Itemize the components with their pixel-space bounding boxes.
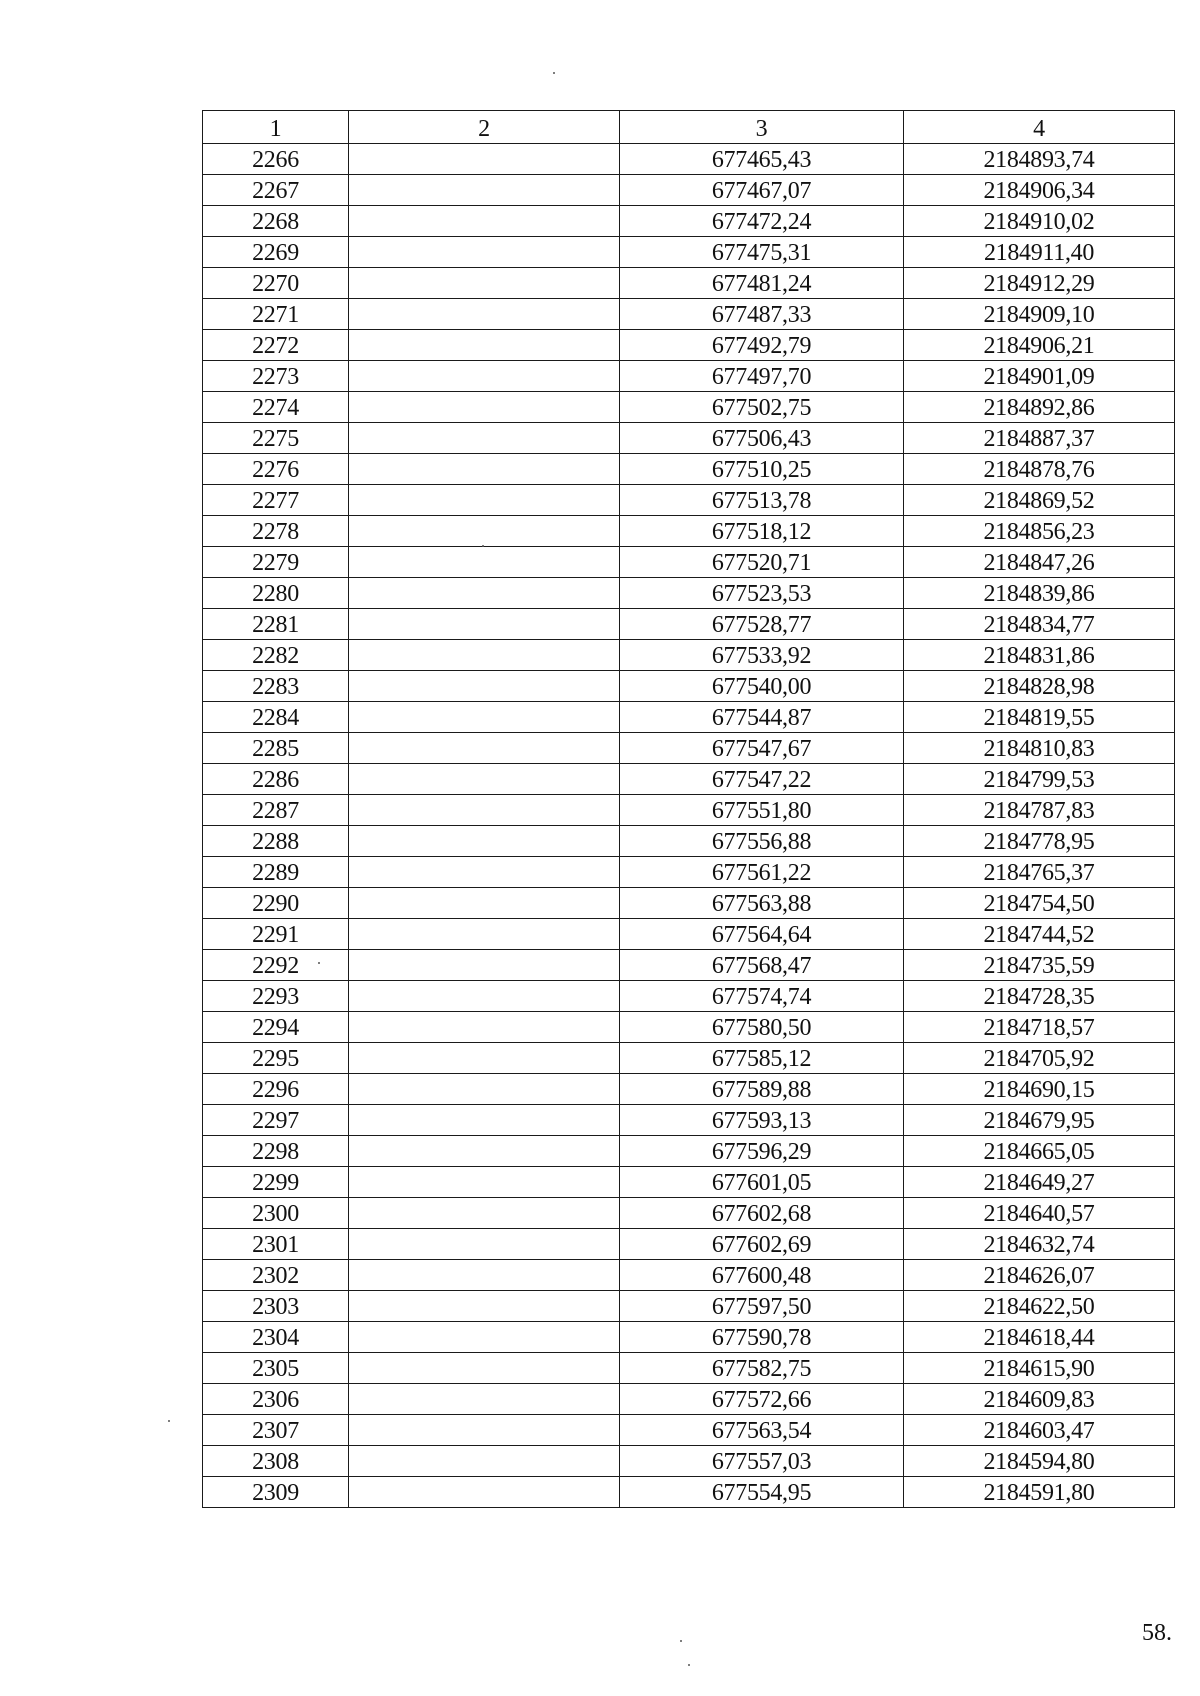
table-row (203, 423, 1175, 454)
cell-point-number: 2274 (203, 392, 349, 423)
table-row (203, 206, 1175, 237)
cell-coordinate-x: 677574,74 (620, 981, 904, 1012)
header-row (203, 111, 1175, 144)
cell-point-number: 2309 (203, 1477, 349, 1508)
table-row (203, 392, 1175, 423)
cell-column-2 (349, 919, 620, 950)
cell-column-2 (349, 857, 620, 888)
cell-coordinate-y: 2184847,26 (904, 547, 1175, 578)
table-body (203, 144, 1175, 1508)
cell-coordinate-x: 677596,29 (620, 1136, 904, 1167)
cell-coordinate-y: 2184744,52 (904, 919, 1175, 950)
cell-point-number: 2292 (203, 950, 349, 981)
table-row (203, 1229, 1175, 1260)
cell-column-2 (349, 981, 620, 1012)
cell-coordinate-y: 2184834,77 (904, 609, 1175, 640)
cell-column-2 (349, 268, 620, 299)
cell-point-number: 2289 (203, 857, 349, 888)
cell-point-number: 2282 (203, 640, 349, 671)
cell-coordinate-y: 2184603,47 (904, 1415, 1175, 1446)
cell-point-number: 2306 (203, 1384, 349, 1415)
cell-coordinate-x: 677556,88 (620, 826, 904, 857)
cell-point-number: 2268 (203, 206, 349, 237)
cell-point-number: 2269 (203, 237, 349, 268)
cell-column-2 (349, 423, 620, 454)
scan-speck (553, 72, 555, 74)
scan-speck (482, 545, 484, 547)
cell-point-number: 2286 (203, 764, 349, 795)
table-row (203, 454, 1175, 485)
cell-point-number: 2291 (203, 919, 349, 950)
cell-column-2 (349, 1229, 620, 1260)
cell-coordinate-x: 677601,05 (620, 1167, 904, 1198)
table-row (203, 144, 1175, 175)
column-header-2: 2 (349, 111, 620, 144)
table-row (203, 299, 1175, 330)
table-row (203, 1446, 1175, 1477)
cell-column-2 (349, 764, 620, 795)
cell-column-2 (349, 516, 620, 547)
cell-coordinate-y: 2184901,09 (904, 361, 1175, 392)
cell-column-2 (349, 144, 620, 175)
cell-coordinate-x: 677497,70 (620, 361, 904, 392)
cell-point-number: 2283 (203, 671, 349, 702)
table-row (203, 1167, 1175, 1198)
table-row (203, 826, 1175, 857)
table-row (203, 795, 1175, 826)
cell-coordinate-x: 677540,00 (620, 671, 904, 702)
page-number: 58. (1142, 1620, 1172, 1646)
scan-speck (168, 1420, 170, 1422)
table-row (203, 1260, 1175, 1291)
cell-coordinate-x: 677533,92 (620, 640, 904, 671)
cell-column-2 (349, 1136, 620, 1167)
cell-point-number: 2290 (203, 888, 349, 919)
cell-coordinate-x: 677580,50 (620, 1012, 904, 1043)
cell-coordinate-x: 677513,78 (620, 485, 904, 516)
cell-coordinate-x: 677568,47 (620, 950, 904, 981)
table-row (203, 237, 1175, 268)
cell-column-2 (349, 237, 620, 268)
cell-point-number: 2300 (203, 1198, 349, 1229)
table-row (203, 1291, 1175, 1322)
table-row (203, 1012, 1175, 1043)
cell-column-2 (349, 1167, 620, 1198)
table-row (203, 1105, 1175, 1136)
cell-point-number: 2275 (203, 423, 349, 454)
cell-point-number: 2298 (203, 1136, 349, 1167)
cell-coordinate-x: 677589,88 (620, 1074, 904, 1105)
table-row (203, 547, 1175, 578)
cell-coordinate-y: 2184878,76 (904, 454, 1175, 485)
cell-coordinate-x: 677551,80 (620, 795, 904, 826)
cell-point-number: 2281 (203, 609, 349, 640)
cell-coordinate-y: 2184690,15 (904, 1074, 1175, 1105)
cell-column-2 (349, 640, 620, 671)
table-row (203, 1415, 1175, 1446)
table-row (203, 733, 1175, 764)
scan-speck (680, 1640, 682, 1642)
table-row (203, 1074, 1175, 1105)
table-row (203, 950, 1175, 981)
cell-column-2 (349, 702, 620, 733)
cell-coordinate-x: 677506,43 (620, 423, 904, 454)
cell-column-2 (349, 485, 620, 516)
cell-coordinate-y: 2184754,50 (904, 888, 1175, 919)
cell-coordinate-y: 2184819,55 (904, 702, 1175, 733)
coordinates-table (202, 110, 1175, 1508)
cell-coordinate-x: 677523,53 (620, 578, 904, 609)
cell-coordinate-y: 2184912,29 (904, 268, 1175, 299)
cell-coordinate-y: 2184618,44 (904, 1322, 1175, 1353)
cell-coordinate-y: 2184906,34 (904, 175, 1175, 206)
cell-point-number: 2280 (203, 578, 349, 609)
cell-coordinate-y: 2184909,10 (904, 299, 1175, 330)
cell-column-2 (349, 1012, 620, 1043)
cell-column-2 (349, 206, 620, 237)
cell-point-number: 2273 (203, 361, 349, 392)
table-row (203, 702, 1175, 733)
cell-coordinate-x: 677492,79 (620, 330, 904, 361)
cell-coordinate-y: 2184609,83 (904, 1384, 1175, 1415)
table-row (203, 485, 1175, 516)
cell-point-number: 2284 (203, 702, 349, 733)
cell-column-2 (349, 299, 620, 330)
cell-coordinate-x: 677467,07 (620, 175, 904, 206)
cell-coordinate-x: 677465,43 (620, 144, 904, 175)
table-row (203, 857, 1175, 888)
cell-coordinate-y: 2184591,80 (904, 1477, 1175, 1508)
cell-point-number: 2302 (203, 1260, 349, 1291)
cell-coordinate-x: 677602,68 (620, 1198, 904, 1229)
cell-coordinate-y: 2184828,98 (904, 671, 1175, 702)
cell-column-2 (349, 547, 620, 578)
cell-coordinate-y: 2184765,37 (904, 857, 1175, 888)
cell-coordinate-y: 2184893,74 (904, 144, 1175, 175)
cell-coordinate-x: 677481,24 (620, 268, 904, 299)
cell-point-number: 2299 (203, 1167, 349, 1198)
cell-column-2 (349, 1198, 620, 1229)
cell-column-2 (349, 1074, 620, 1105)
table-row (203, 609, 1175, 640)
cell-coordinate-x: 677582,75 (620, 1353, 904, 1384)
table-row (203, 981, 1175, 1012)
cell-column-2 (349, 609, 620, 640)
cell-coordinate-y: 2184728,35 (904, 981, 1175, 1012)
cell-column-2 (349, 578, 620, 609)
cell-coordinate-x: 677510,25 (620, 454, 904, 485)
cell-coordinate-y: 2184632,74 (904, 1229, 1175, 1260)
cell-point-number: 2304 (203, 1322, 349, 1353)
cell-coordinate-x: 677544,87 (620, 702, 904, 733)
cell-coordinate-x: 677585,12 (620, 1043, 904, 1074)
cell-column-2 (349, 1446, 620, 1477)
cell-column-2 (349, 175, 620, 206)
cell-coordinate-y: 2184910,02 (904, 206, 1175, 237)
cell-coordinate-y: 2184831,86 (904, 640, 1175, 671)
cell-point-number: 2303 (203, 1291, 349, 1322)
table-row (203, 268, 1175, 299)
cell-column-2 (349, 826, 620, 857)
cell-coordinate-y: 2184615,90 (904, 1353, 1175, 1384)
cell-coordinate-x: 677475,31 (620, 237, 904, 268)
cell-coordinate-x: 677593,13 (620, 1105, 904, 1136)
cell-coordinate-y: 2184594,80 (904, 1446, 1175, 1477)
cell-point-number: 2271 (203, 299, 349, 330)
cell-column-2 (349, 1353, 620, 1384)
cell-coordinate-x: 677502,75 (620, 392, 904, 423)
table-row (203, 764, 1175, 795)
cell-coordinate-y: 2184622,50 (904, 1291, 1175, 1322)
cell-point-number: 2295 (203, 1043, 349, 1074)
cell-coordinate-y: 2184911,40 (904, 237, 1175, 268)
table-row (203, 1322, 1175, 1353)
cell-coordinate-x: 677472,24 (620, 206, 904, 237)
cell-coordinate-y: 2184839,86 (904, 578, 1175, 609)
cell-point-number: 2308 (203, 1446, 349, 1477)
scan-speck (318, 962, 320, 964)
scan-speck (688, 1664, 690, 1666)
cell-coordinate-x: 677590,78 (620, 1322, 904, 1353)
cell-point-number: 2270 (203, 268, 349, 299)
cell-point-number: 2294 (203, 1012, 349, 1043)
cell-column-2 (349, 888, 620, 919)
cell-coordinate-x: 677528,77 (620, 609, 904, 640)
cell-coordinate-y: 2184856,23 (904, 516, 1175, 547)
cell-column-2 (349, 1043, 620, 1074)
cell-point-number: 2301 (203, 1229, 349, 1260)
cell-column-2 (349, 1260, 620, 1291)
table-row (203, 1353, 1175, 1384)
table-row (203, 361, 1175, 392)
cell-coordinate-y: 2184778,95 (904, 826, 1175, 857)
cell-column-2 (349, 1477, 620, 1508)
cell-coordinate-x: 677561,22 (620, 857, 904, 888)
cell-point-number: 2287 (203, 795, 349, 826)
cell-point-number: 2307 (203, 1415, 349, 1446)
cell-coordinate-y: 2184626,07 (904, 1260, 1175, 1291)
table-row (203, 640, 1175, 671)
cell-coordinate-x: 677547,67 (620, 733, 904, 764)
cell-point-number: 2285 (203, 733, 349, 764)
cell-column-2 (349, 1105, 620, 1136)
cell-point-number: 2293 (203, 981, 349, 1012)
cell-column-2 (349, 1291, 620, 1322)
cell-coordinate-y: 2184735,59 (904, 950, 1175, 981)
cell-coordinate-y: 2184887,37 (904, 423, 1175, 454)
cell-coordinate-y: 2184718,57 (904, 1012, 1175, 1043)
table-row (203, 1384, 1175, 1415)
cell-column-2 (349, 1415, 620, 1446)
cell-column-2 (349, 330, 620, 361)
cell-point-number: 2279 (203, 547, 349, 578)
table-row (203, 516, 1175, 547)
cell-coordinate-x: 677520,71 (620, 547, 904, 578)
table-row (203, 175, 1175, 206)
cell-coordinate-x: 677597,50 (620, 1291, 904, 1322)
cell-coordinate-y: 2184906,21 (904, 330, 1175, 361)
cell-coordinate-x: 677563,54 (620, 1415, 904, 1446)
cell-point-number: 2266 (203, 144, 349, 175)
cell-coordinate-y: 2184679,95 (904, 1105, 1175, 1136)
cell-column-2 (349, 795, 620, 826)
cell-point-number: 2296 (203, 1074, 349, 1105)
cell-column-2 (349, 454, 620, 485)
cell-point-number: 2288 (203, 826, 349, 857)
cell-column-2 (349, 1322, 620, 1353)
cell-coordinate-y: 2184705,92 (904, 1043, 1175, 1074)
cell-column-2 (349, 392, 620, 423)
table-row (203, 888, 1175, 919)
column-header-4: 4 (904, 111, 1175, 144)
cell-point-number: 2305 (203, 1353, 349, 1384)
column-header-3: 3 (620, 111, 904, 144)
cell-coordinate-y: 2184892,86 (904, 392, 1175, 423)
cell-coordinate-y: 2184649,27 (904, 1167, 1175, 1198)
cell-point-number: 2277 (203, 485, 349, 516)
cell-coordinate-x: 677487,33 (620, 299, 904, 330)
cell-column-2 (349, 361, 620, 392)
table-row (203, 1477, 1175, 1508)
table-row (203, 1198, 1175, 1229)
cell-point-number: 2278 (203, 516, 349, 547)
cell-coordinate-y: 2184640,57 (904, 1198, 1175, 1229)
table-row (203, 330, 1175, 361)
cell-coordinate-x: 677557,03 (620, 1446, 904, 1477)
cell-coordinate-x: 677564,64 (620, 919, 904, 950)
cell-column-2 (349, 671, 620, 702)
cell-column-2 (349, 733, 620, 764)
cell-coordinate-y: 2184787,83 (904, 795, 1175, 826)
cell-coordinate-y: 2184799,53 (904, 764, 1175, 795)
column-header-1: 1 (203, 111, 349, 144)
cell-coordinate-x: 677547,22 (620, 764, 904, 795)
table-row (203, 578, 1175, 609)
cell-point-number: 2297 (203, 1105, 349, 1136)
cell-point-number: 2267 (203, 175, 349, 206)
table-row (203, 919, 1175, 950)
cell-coordinate-x: 677554,95 (620, 1477, 904, 1508)
cell-point-number: 2276 (203, 454, 349, 485)
table-row (203, 671, 1175, 702)
cell-column-2 (349, 1384, 620, 1415)
cell-column-2 (349, 950, 620, 981)
cell-coordinate-x: 677572,66 (620, 1384, 904, 1415)
cell-coordinate-x: 677600,48 (620, 1260, 904, 1291)
table-row (203, 1136, 1175, 1167)
cell-point-number: 2272 (203, 330, 349, 361)
table-header (203, 111, 1175, 144)
cell-coordinate-x: 677518,12 (620, 516, 904, 547)
cell-coordinate-y: 2184869,52 (904, 485, 1175, 516)
cell-coordinate-y: 2184665,05 (904, 1136, 1175, 1167)
cell-coordinate-y: 2184810,83 (904, 733, 1175, 764)
cell-coordinate-x: 677602,69 (620, 1229, 904, 1260)
cell-coordinate-x: 677563,88 (620, 888, 904, 919)
table-row (203, 1043, 1175, 1074)
